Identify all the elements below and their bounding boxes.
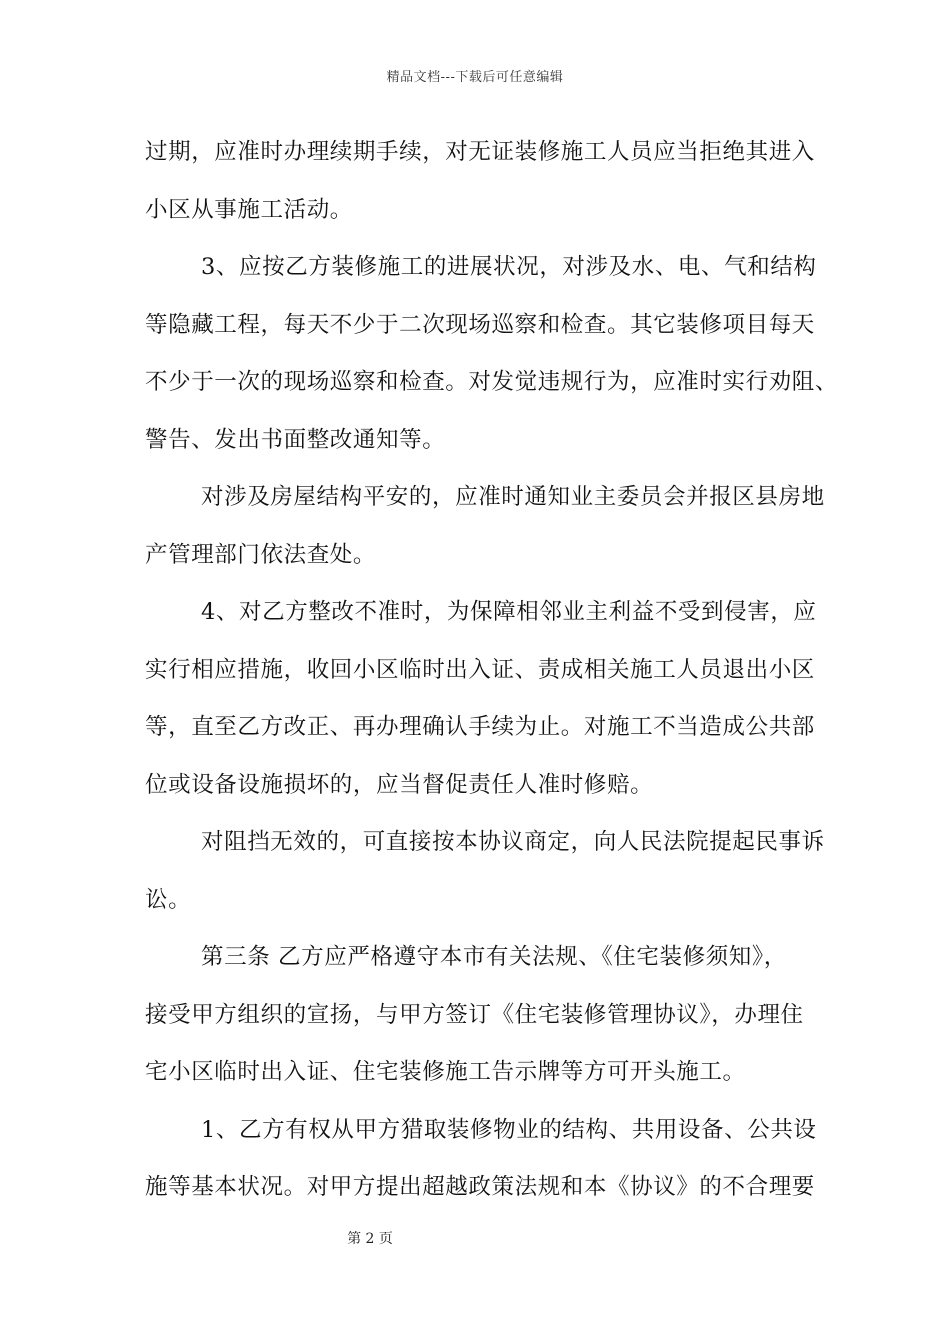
paragraph-line: 警告、发出书面整改通知等。 [145,426,446,453]
document-body [145,128,839,1221]
paragraph-line: 宅小区临时出入证、住宅装修施工告示牌等方可开头施工。 [145,1059,746,1085]
paragraph-line: 实行相应措施，收回小区临时出入证、责成相关施工人员退出小区 [145,656,815,683]
page-header: 精品文档---下载后可任意编辑 [386,70,564,85]
paragraph-line: 等，直至乙方改正、再办理确认手续为止。对施工不当造成公共部 [145,714,815,740]
paragraph-line: 对涉及房屋结构平安的，应准时通知业主委员会并报区县房地 [201,484,825,510]
paragraph-line: 位或设备设施损坏的，应当督促责任人准时修赔。 [145,771,654,798]
paragraph-line: 1、乙方有权从甲方猎取装修物业的结构、共用设备、公共设 [201,1116,817,1143]
paragraph-line: 不少于一次的现场巡察和检查。对发觉违规行为，应准时实行劝阻、 [145,369,839,395]
paragraph-line: 施等基本状况。对甲方提出超越政策法规和本《协议》的不合理要 [145,1174,815,1200]
paragraph-line: 4、对乙方整改不准时，为保障相邻业主利益不受到侵害，应 [201,599,817,625]
paragraph-line: 第三条 乙方应严格遵守本市有关法规、《住宅装修须知》， [201,944,787,970]
paragraph-line: 讼。 [145,886,192,913]
paragraph-line: 小区从事施工活动。 [145,196,353,223]
paragraph-line: 3、应按乙方装修施工的进展状况，对涉及水、电、气和结构 [201,254,817,280]
paragraph-line: 接受甲方组织的宣扬，与甲方签订《住宅装修管理协议》，办理住 [145,1001,804,1028]
page-number: 第 2 页 [347,1231,393,1247]
paragraph-line: 过期，应准时办理续期手续，对无证装修施工人员应当拒绝其进入 [145,139,815,165]
paragraph-line: 产管理部门依法查处。 [145,541,377,568]
paragraph-line: 等隐藏工程，每天不少于二次现场巡察和检查。其它装修项目每天 [145,311,815,338]
paragraph-line: 对阻挡无效的，可直接按本协议商定，向人民法院提起民事诉 [201,829,825,855]
